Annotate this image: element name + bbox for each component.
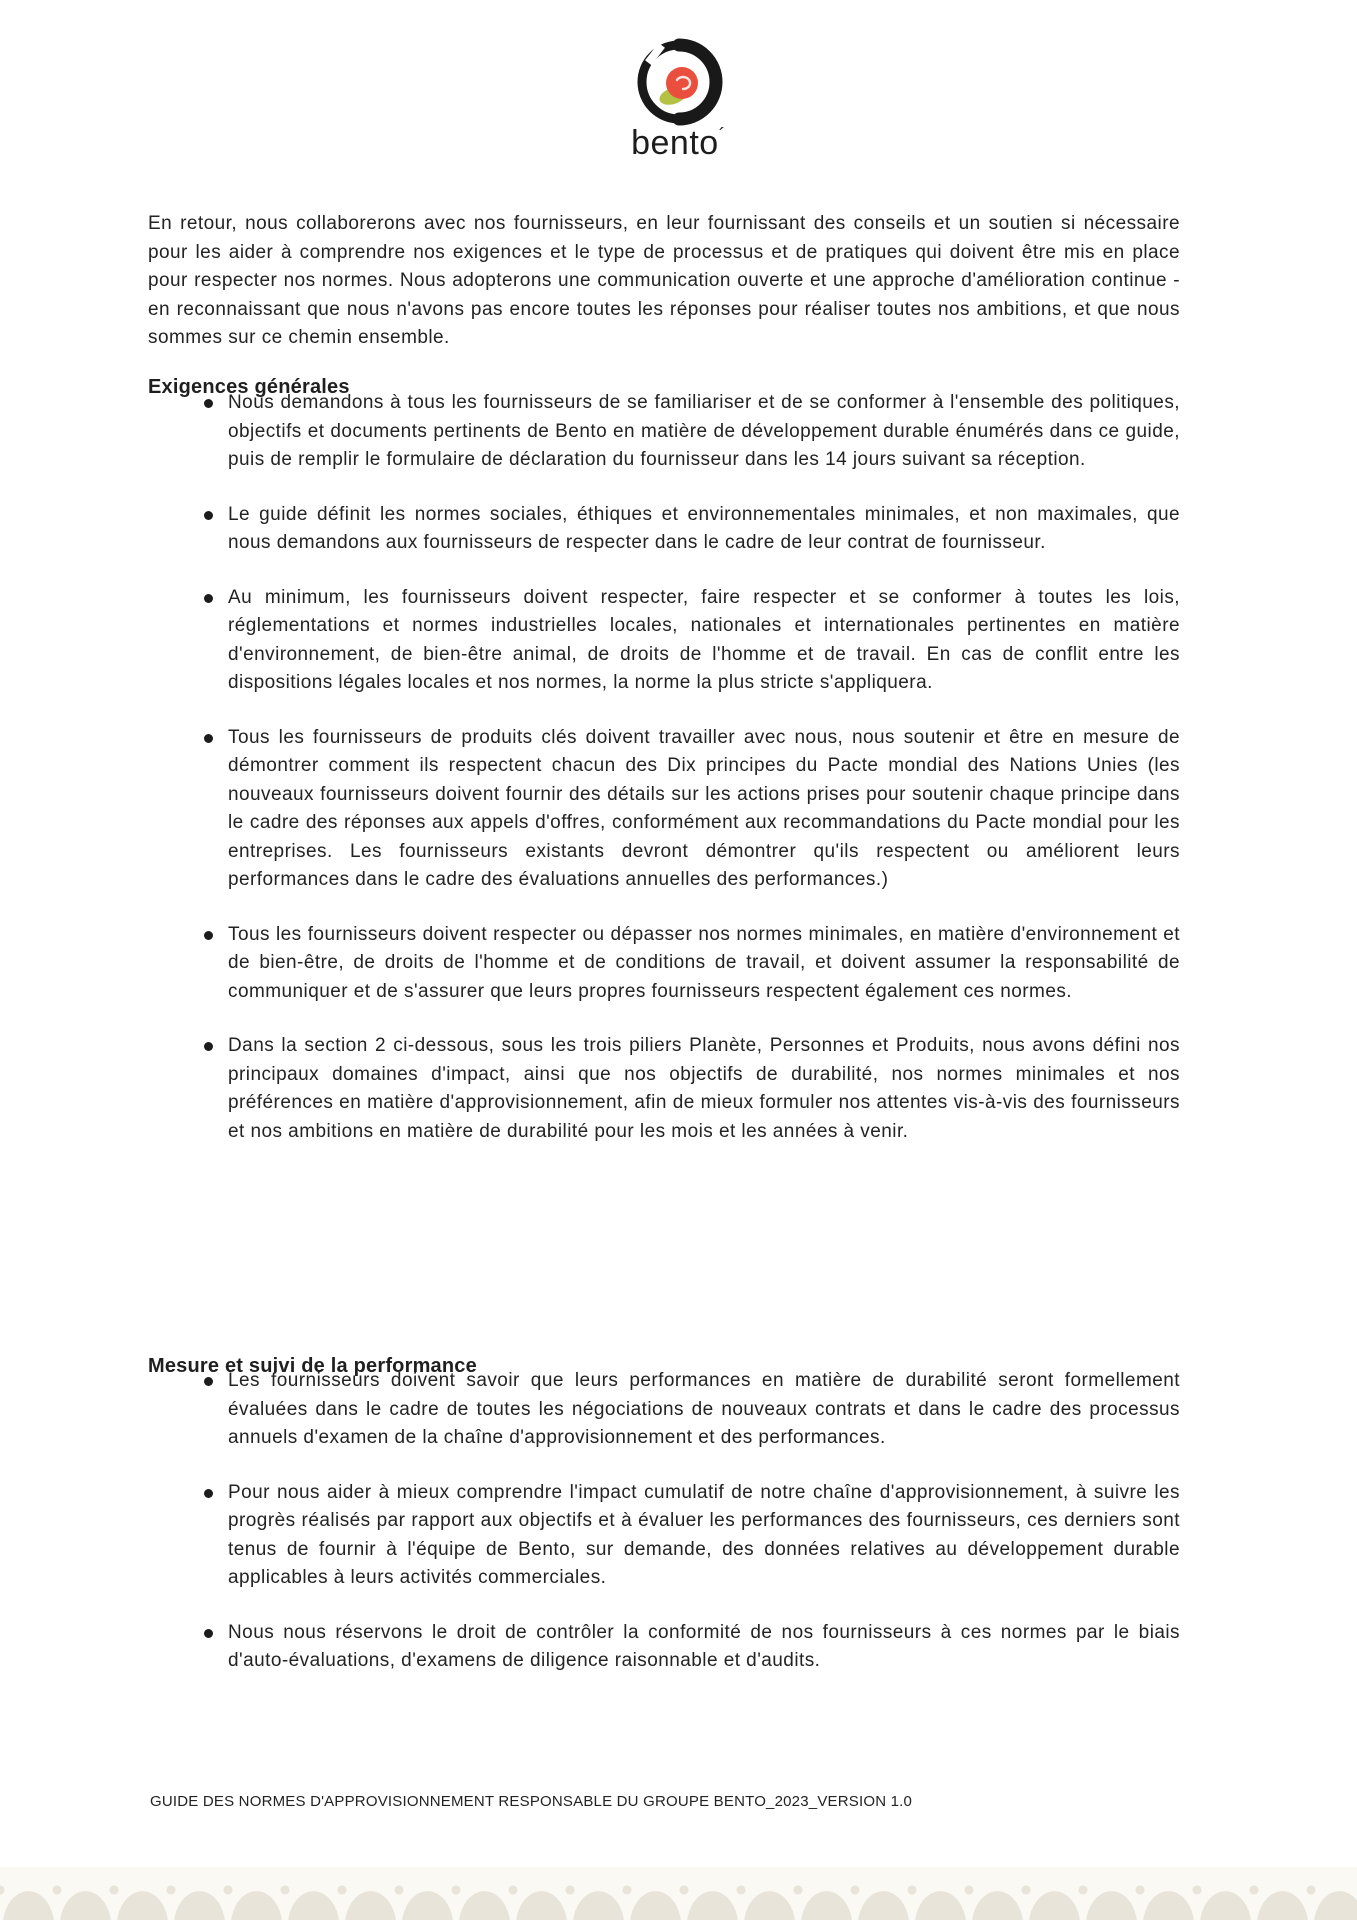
bullet-item: Au minimum, les fournisseurs doivent respecter, faire respecter et se conformer à toutes les lois, réglementations et normes industrielles locales, nationales et internationales pertinentes en matière d'environnement, de bien-être animal, de droits de l'homme et de travail. En cas de conflit entre les dispositions légales locales et nos normes, la norme la plus stricte s'appliquera. bbox=[148, 584, 1180, 698]
bullet-list-mesure bbox=[148, 1367, 1180, 1702]
bullet-item: Nous nous réservons le droit de contrôler la conformité de nos fournisseurs à ces normes par le biais d'auto-évaluations, d'examens de diligence raisonnable et d'audits. bbox=[148, 1619, 1180, 1676]
section-heading-mesure-performance: Mesure et suivi de la performance bbox=[148, 1354, 477, 1377]
bullet-item: Le guide définit les normes sociales, éthiques et environnementales minimales, et non maximales, que nous demandons aux fournisseurs de respecter dans le cadre de leur contrat de fournisseur. bbox=[148, 501, 1180, 558]
bento-wordmark-text: bento bbox=[631, 124, 719, 162]
trademark-tick: ´ bbox=[718, 125, 726, 147]
intro-paragraph: En retour, nous collaborerons avec nos fournisseurs, en leur fournissant des conseils et un soutien si nécessaire pour les aider à comprendre nos exigences et le type de processus et de pratiques qui doivent être mis en place pour respecter nos normes. Nous adopterons une communication ouverte et une approche d'amélioration continue - en reconnaissant que nous n'avons pas encore toutes les réponses pour réaliser toutes nos ambitions, et que nous sommes sur ce chemin ensemble. bbox=[148, 213, 1180, 348]
bullet-item: Pour nous aider à mieux comprendre l'impact cumulatif de notre chaîne d'approvisionnement, à suivre les progrès réalisés par rapport aux objectifs et à évaluer les performances des fournisseurs, ces derniers sont tenus de fournir à l'équipe de Bento, sur demande, des données relatives au développement durable applicables à leurs activités commerciales. bbox=[148, 1479, 1180, 1593]
bento-logo-icon bbox=[631, 36, 727, 132]
bullet-item: Nous demandons à tous les fournisseurs de se familiariser et de se conformer à l'ensemble des politiques, objectifs et documents pertinents de Bento en matière de développement durable énumérés dans ce guide, puis de remplir le formulaire de déclaration du fournisseur dans les 14 jours suivant sa réception. bbox=[148, 389, 1180, 475]
bullet-item: Tous les fournisseurs doivent respecter ou dépasser nos normes minimales, en matière d'environnement et de bien-être, de droits de l'homme et de conditions de travail, et doivent assumer la responsabilité de communiquer et de s'assurer que leurs propres fournisseurs respectent également ces normes. bbox=[148, 921, 1180, 1007]
scallop-border-decoration bbox=[0, 1867, 1357, 1920]
bullet-list-exigences bbox=[148, 389, 1180, 1172]
bento-logo bbox=[0, 36, 1357, 167]
bullet-item: Tous les fournisseurs de produits clés doivent travailler avec nous, nous soutenir et être en mesure de démontrer comment ils respectent chacun des Dix principes du Pacte mondial des Nations Unies (les nouveaux fournisseurs doivent fournir des détails sur les actions prises pour soutenir chaque principe dans le cadre des réponses aux appels d'offres, conformément aux recommandations du Pacte mondial pour les entreprises. Les fournisseurs existants devront démontrer qu'ils respectent ou améliorent leurs performances dans le cadre des évaluations annuelles des performances.) bbox=[148, 724, 1180, 895]
section-heading-exigences-generales: Exigences générales bbox=[148, 375, 350, 398]
bullet-item: Dans la section 2 ci-dessous, sous les trois piliers Planète, Personnes et Produits, nous avons défini nos principaux domaines d'impact, ainsi que nos objectifs de durabilité, nos normes minimales et nos préférences en matière d'approvisionnement, afin de mieux formuler nos attentes vis-à-vis des fournisseurs et nos ambitions en matière de durabilité pour les mois et les années à venir. bbox=[148, 1032, 1180, 1146]
footer-text: GUIDE DES NORMES D'APPROVISIONNEMENT RESPONSABLE DU GROUPE BENTO_2023_VERSION 1.0 bbox=[150, 1793, 913, 1810]
bullet-item: Les fournisseurs doivent savoir que leurs performances en matière de durabilité seront formellement évaluées dans le cadre de toutes les négociations de nouveaux contrats et dans le cadre des processus annuels d'examen de la chaîne d'approvisionnement et des performances. bbox=[148, 1367, 1180, 1453]
bento-wordmark bbox=[0, 124, 1357, 167]
